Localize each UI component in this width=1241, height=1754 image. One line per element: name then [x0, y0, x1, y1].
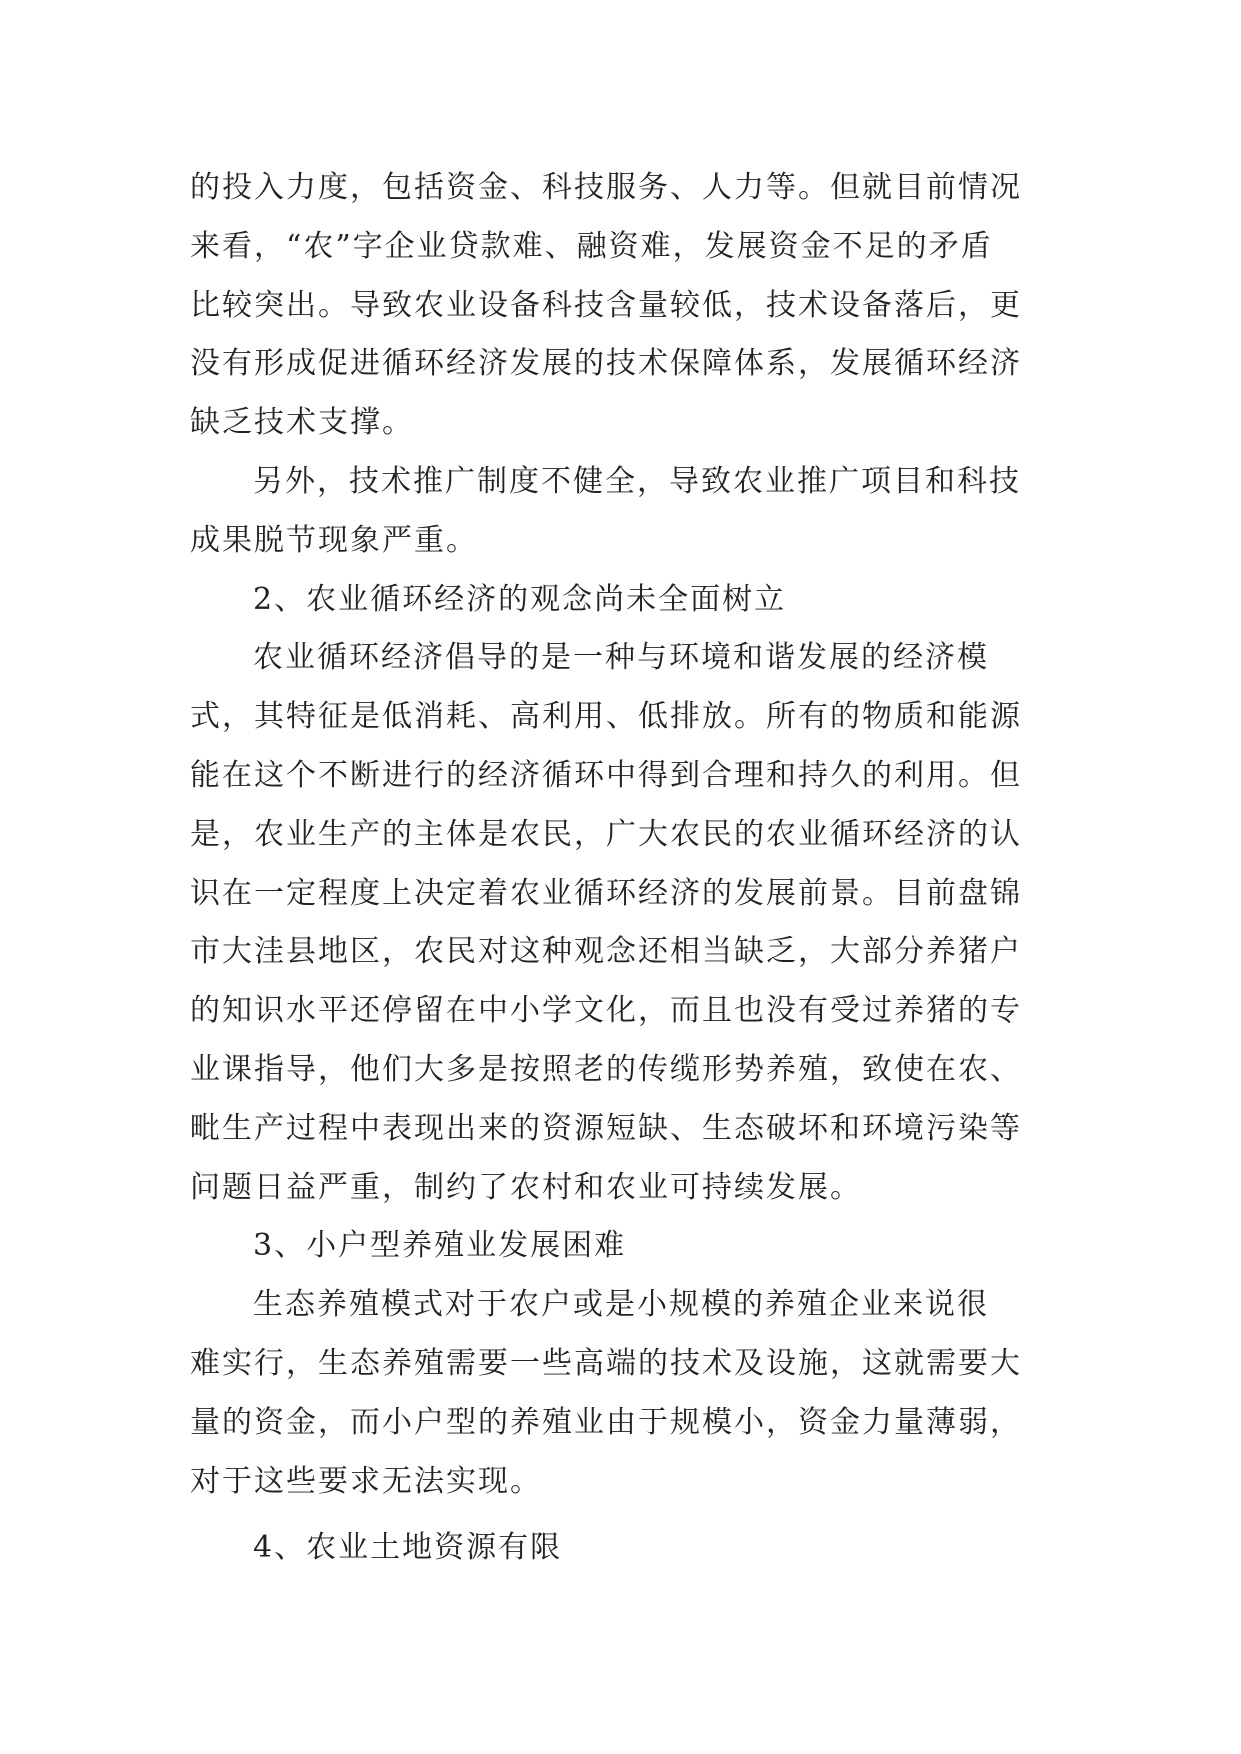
text-line: 的投入力度，包括资金、科技服务、人力等。但就目前情况 [190, 170, 1022, 205]
text-line: 缺乏技术支撑。 [190, 405, 414, 441]
heading-text: 2、农业循环经济的观念尚未全面树立 [253, 581, 787, 617]
text-line: 成果脱节现象严重。 [190, 522, 478, 558]
text-line: 毗生产过程中表现出来的资源短缺、生态破坏和环境污染等 [190, 1110, 1022, 1146]
text-line: 来看，“农”字企业贷款难、融资难，发展资金不足的矛盾 [190, 228, 993, 264]
text-line: 业课指导，他们大多是按照老的传缆形势养殖，致使在农、 [190, 1051, 1022, 1087]
section-heading-3 [190, 1217, 1050, 1276]
text-line: 难实行，生态养殖需要一些高端的技术及设施，这就需要大 [190, 1345, 1022, 1381]
text-line: 另外，技术推广制度不健全，导致农业推广项目和科技 [253, 463, 1021, 499]
text-line: 农业循环经济倡导的是一种与环境和谐发展的经济模 [253, 640, 989, 676]
text-line: 是，农业生产的主体是农民，广大农民的农业循环经济的认 [190, 816, 1022, 852]
text-line: 比较突出。导致农业设备科技含量较低，技术设备落后，更 [190, 287, 1022, 323]
text-line: 问题日益严重，制约了农村和农业可持续发展。 [190, 1169, 862, 1205]
text-line: 式，其特征是低消耗、高利用、低排放。所有的物质和能源 [190, 699, 1022, 735]
text-line: 能在这个不断进行的经济循环中得到合理和持久的利用。但 [190, 757, 1022, 793]
text-line: 市大洼县地区，农民对这种观念还相当缺乏，大部分养猪户 [190, 934, 1022, 970]
paragraph-3 [190, 629, 1050, 1217]
text-line: 的知识水平还停留在中小学文化，而且也没有受过养猪的专 [190, 993, 1022, 1029]
heading-text: 4、农业土地资源有限 [253, 1530, 563, 1566]
paragraph-1 [190, 159, 1050, 453]
paragraph-2 [190, 453, 1050, 571]
paragraph-4 [190, 1276, 1050, 1511]
section-heading-2 [190, 571, 1050, 630]
text-line: 没有形成促进循环经济发展的技术保障体系，发展循环经济 [190, 346, 1022, 382]
text-line: 对于这些要求无法实现。 [190, 1463, 542, 1499]
document-body [190, 159, 1050, 1578]
section-heading-4 [190, 1519, 1050, 1578]
text-line: 量的资金，而小户型的养殖业由于规模小，资金力量薄弱， [190, 1404, 1022, 1440]
heading-text: 3、小户型养殖业发展困难 [253, 1228, 627, 1264]
text-line: 生态养殖模式对于农户或是小规模的养殖企业来说很 [253, 1287, 989, 1323]
text-line: 识在一定程度上决定着农业循环经济的发展前景。目前盘锦 [190, 875, 1022, 911]
